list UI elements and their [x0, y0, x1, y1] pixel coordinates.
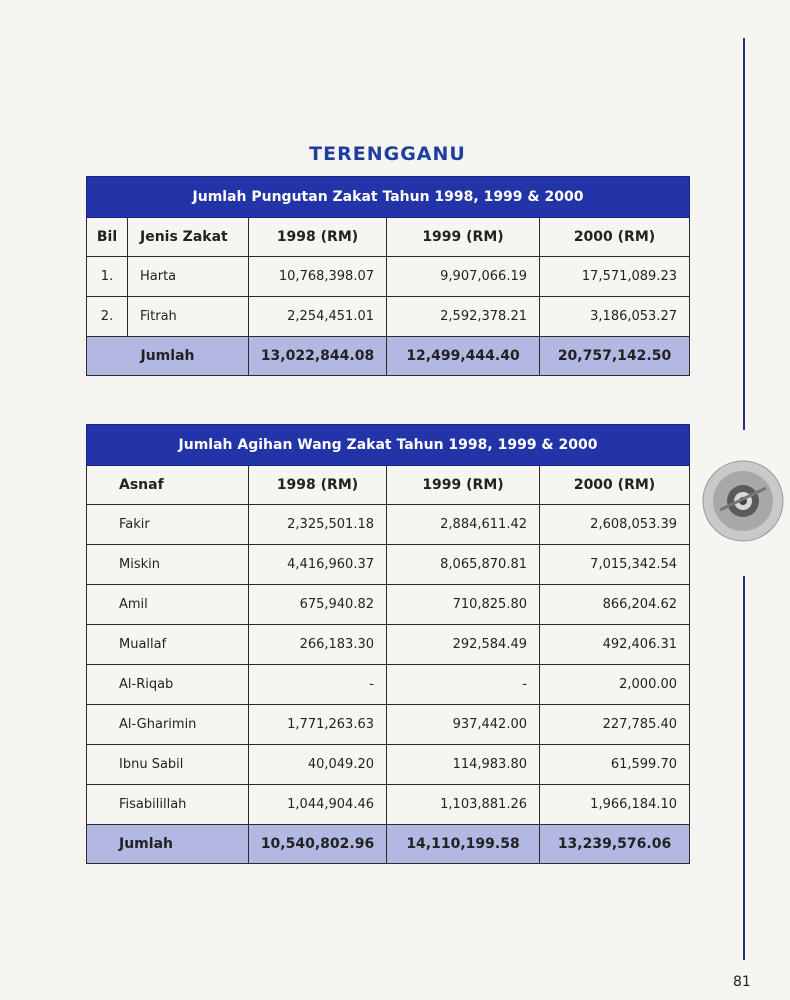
- table-row: [87, 745, 690, 785]
- table-cell: 40,049.20: [249, 745, 387, 785]
- asnaf-label: Miskin: [87, 545, 249, 585]
- table-cell: 866,204.62: [540, 585, 690, 625]
- table-row: [87, 505, 690, 545]
- total-row: [87, 337, 690, 376]
- table-row: [87, 625, 690, 665]
- total-cell: 13,239,576.06: [540, 825, 690, 864]
- distribution-table: [86, 424, 690, 864]
- table-cell: 1.: [87, 257, 128, 297]
- report-seal-icon: [700, 440, 786, 562]
- total-cell: 13,022,844.08: [249, 337, 387, 376]
- page-title: TERENGGANU: [309, 143, 466, 165]
- table-cell: 3,186,053.27: [540, 297, 690, 337]
- table-cell: -: [387, 665, 540, 705]
- page-number: 81: [733, 974, 751, 990]
- total-label: Jumlah: [87, 337, 249, 376]
- table-cell: 2,000.00: [540, 665, 690, 705]
- table-cell: -: [249, 665, 387, 705]
- table-cell: 1,103,881.26: [387, 785, 540, 825]
- table-cell: 10,768,398.07: [249, 257, 387, 297]
- table-cell: 4,416,960.37: [249, 545, 387, 585]
- total-cell: 12,499,444.40: [387, 337, 540, 376]
- table-row: [87, 705, 690, 745]
- table-cell: 937,442.00: [387, 705, 540, 745]
- table-cell: 1,771,263.63: [249, 705, 387, 745]
- asnaf-label: Amil: [87, 585, 249, 625]
- table-row: [87, 297, 690, 337]
- table-cell: 17,571,089.23: [540, 257, 690, 297]
- column-header: Asnaf: [87, 466, 249, 505]
- table-header-row: [87, 466, 690, 505]
- asnaf-label: Muallaf: [87, 625, 249, 665]
- table-cell: 1,966,184.10: [540, 785, 690, 825]
- table-cell: 2,254,451.01: [249, 297, 387, 337]
- total-cell: 20,757,142.50: [540, 337, 690, 376]
- table-cell: 7,015,342.54: [540, 545, 690, 585]
- table-cell: Harta: [128, 257, 249, 297]
- column-header: 2000 (RM): [540, 218, 690, 257]
- table-cell: 114,983.80: [387, 745, 540, 785]
- total-cell: 14,110,199.58: [387, 825, 540, 864]
- table-cell: 2,608,053.39: [540, 505, 690, 545]
- column-header: 1998 (RM): [249, 466, 387, 505]
- column-header: 1998 (RM): [249, 218, 387, 257]
- collection-table-title: Jumlah Pungutan Zakat Tahun 1998, 1999 & 2000: [87, 177, 690, 218]
- table-row: [87, 585, 690, 625]
- margin-rule-top: [743, 38, 745, 430]
- total-label: Jumlah: [87, 825, 249, 864]
- table-cell: 2,325,501.18: [249, 505, 387, 545]
- table-row: [87, 785, 690, 825]
- table-row: [87, 665, 690, 705]
- distribution-table-title: Jumlah Agihan Wang Zakat Tahun 1998, 1999 & 2000: [87, 425, 690, 466]
- column-header: 2000 (RM): [540, 466, 690, 505]
- table-cell: 1,044,904.46: [249, 785, 387, 825]
- asnaf-label: Al-Gharimin: [87, 705, 249, 745]
- table-cell: 266,183.30: [249, 625, 387, 665]
- table-cell: 675,940.82: [249, 585, 387, 625]
- table-cell: 8,065,870.81: [387, 545, 540, 585]
- total-row: [87, 825, 690, 864]
- asnaf-label: Fisabilillah: [87, 785, 249, 825]
- asnaf-label: Al-Riqab: [87, 665, 249, 705]
- asnaf-label: Fakir: [87, 505, 249, 545]
- column-header: Bil: [87, 218, 128, 257]
- table-cell: 710,825.80: [387, 585, 540, 625]
- column-header: Jenis Zakat: [128, 218, 249, 257]
- total-cell: 10,540,802.96: [249, 825, 387, 864]
- column-header: 1999 (RM): [387, 466, 540, 505]
- table-cell: 2,884,611.42: [387, 505, 540, 545]
- table-header-row: [87, 218, 690, 257]
- table-cell: 9,907,066.19: [387, 257, 540, 297]
- table-cell: 61,599.70: [540, 745, 690, 785]
- column-header: 1999 (RM): [387, 218, 540, 257]
- collection-table: [86, 176, 690, 376]
- table-row: [87, 257, 690, 297]
- table-cell: 492,406.31: [540, 625, 690, 665]
- table-cell: 2.: [87, 297, 128, 337]
- table-cell: 2,592,378.21: [387, 297, 540, 337]
- table-row: [87, 545, 690, 585]
- table-cell: 292,584.49: [387, 625, 540, 665]
- asnaf-label: Ibnu Sabil: [87, 745, 249, 785]
- table-cell: Fitrah: [128, 297, 249, 337]
- table-cell: 227,785.40: [540, 705, 690, 745]
- margin-rule-bottom: [743, 576, 745, 960]
